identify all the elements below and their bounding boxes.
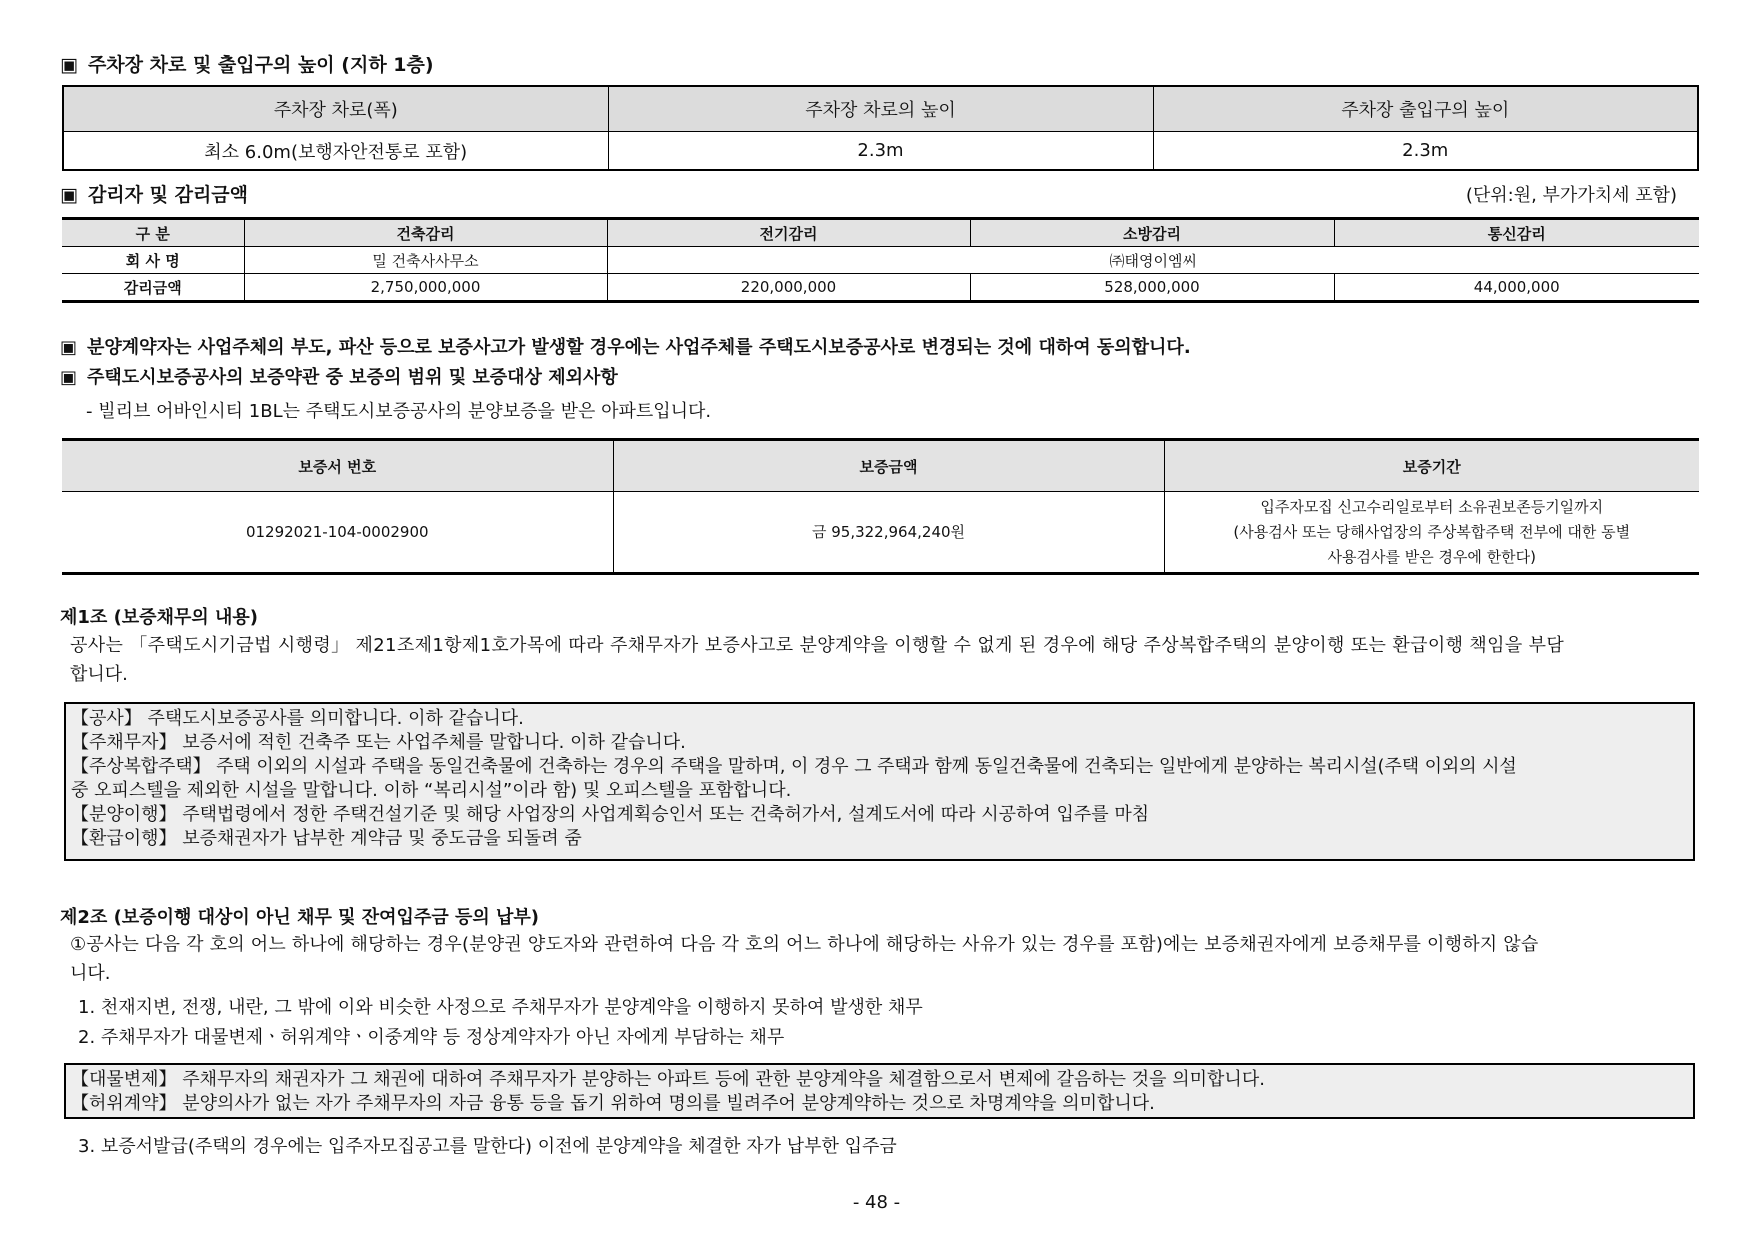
- article1-title: 제1조 (보증채무의 내용): [60, 607, 259, 628]
- square-bullet-icon: ▣: [60, 337, 78, 358]
- table-cell: 2,750,000,000: [244, 274, 607, 302]
- table-cell: 최소 6.0m(보행자안전통로 포함): [63, 132, 608, 171]
- table-header-row: [63, 86, 1698, 132]
- guarantee-table: [62, 438, 1699, 575]
- table-cell: 밀 건축사사무소: [244, 247, 607, 274]
- table-header-cell: 보증서 번호: [62, 440, 613, 492]
- consent-sub: - 빌리브 어바인시티 1BL는 주택도시보증공사의 분양보증을 받은 아파트입니다.: [86, 401, 712, 422]
- supervisor-title: 감리자 및 감리금액: [87, 184, 249, 206]
- row-label: 감리금액: [62, 274, 244, 302]
- table-header-cell: 보증금액: [613, 440, 1164, 492]
- page-number: - 48 -: [852, 1192, 901, 1213]
- article2-clause: ①공사는 다음 각 호의 어느 하나에 해당하는 경우(분양권 양도자와 관련하여 다음 각 호의 어느 하나에 해당하는 사유가 있는 경우를 포함)에는 보증채권자에게 보증채무를 이행하지 않습 니다.: [70, 934, 1539, 984]
- article2-item-3: 3. 보증서발급(주택의 경우에는 입주자모집공고를 말한다) 이전에 분양계약을 체결한 자가 납부한 입주금: [78, 1136, 897, 1157]
- definition-item: 【환급이행】 보증채권자가 납부한 계약금 및 중도금을 되돌려 줌: [71, 828, 582, 849]
- supervisor-table: [62, 217, 1699, 303]
- guarantee-amount: 금 95,322,964,240원: [613, 492, 1164, 574]
- table-header-cell: 소방감리: [970, 219, 1334, 247]
- definition-item: 【허위계약】 분양의사가 없는 자가 주채무자의 자금 융통 등을 돕기 위하여 명의를 빌려주어 분양계약하는 것으로 차명계약을 의미합니다.: [71, 1093, 1155, 1114]
- definition-item: 【대물변제】 주채무자의 채권자가 그 채권에 대하여 주채무자가 분양하는 아파트 등에 관한 분양계약을 체결함으로서 변제에 갈음하는 것을 의미합니다.: [71, 1069, 1265, 1090]
- table-header-cell: 주차장 출입구의 높이: [1153, 86, 1698, 132]
- definition-item: 【공사】 주택도시보증공사를 의미합니다. 이하 같습니다.: [71, 708, 524, 729]
- table-row: [63, 132, 1698, 171]
- table-cell: 2.3m: [608, 132, 1153, 171]
- article2-definitions-box: [64, 1063, 1695, 1119]
- article1-definitions-box: [64, 702, 1695, 861]
- table-header-cell: 건축감리: [244, 219, 607, 247]
- table-row: [62, 492, 1699, 574]
- definition-item: 【분양이행】 주택법령에서 정한 주택건설기준 및 해당 사업장의 사업계획승인서 또는 건축허가서, 설계도서에 따라 시공하여 입주를 마침: [71, 804, 1150, 825]
- unit-note: (단위:원, 부가가치세 포함): [1465, 185, 1677, 206]
- article2-item-1: 1. 천재지변, 전쟁, 내란, 그 밖에 이와 비슷한 사정으로 주채무자가 분양계약을 이행하지 못하여 발생한 채무: [78, 997, 923, 1018]
- table-cell: ㈜태영이엠씨: [607, 247, 1699, 274]
- guarantee-period: 입주자모집 신고수리일로부터 소유권보존등기일까지 (사용검사 또는 당해사업장의 주상복합주택 전부에 대한 동별 사용검사를 받은 경우에 한한다): [1164, 492, 1699, 574]
- square-bullet-icon: ▣: [60, 54, 78, 76]
- definition-item: 중 오피스텔을 제외한 시설을 말합니다. 이하 “복리시설”이라 함) 및 오피스텔을 포함합니다.: [71, 780, 792, 801]
- definition-item: 【주채무자】 보증서에 적힌 건축주 또는 사업주체를 말합니다. 이하 같습니다.: [71, 732, 686, 753]
- parking-table: [62, 85, 1699, 171]
- table-header-cell: 보증기간: [1164, 440, 1699, 492]
- table-header-row: [62, 440, 1699, 492]
- row-label: 회 사 명: [62, 247, 244, 274]
- table-row: [62, 274, 1699, 302]
- guarantee-number: 01292021-104-0002900: [62, 492, 613, 574]
- table-cell: 2.3m: [1153, 132, 1698, 171]
- square-bullet-icon: ▣: [60, 367, 78, 388]
- consent-line-2: ▣ 주택도시보증공사의 보증약관 중 보증의 범위 및 보증대상 제외사항: [60, 367, 618, 388]
- table-header-cell: 구 분: [62, 219, 244, 247]
- table-header-row: [62, 219, 1699, 247]
- table-header-cell: 통신감리: [1334, 219, 1699, 247]
- definition-item: 【주상복합주택】 주택 이외의 시설과 주택을 동일건축물에 건축하는 경우의 주택을 말하며, 이 경우 그 주택과 함께 동일건축물에 건축되는 일반에게 분양하는 복리시설(주택 이외의 시설: [71, 756, 1517, 777]
- table-row: [62, 247, 1699, 274]
- table-cell: 528,000,000: [970, 274, 1334, 302]
- consent-line-1: ▣ 분양계약자는 사업주체의 부도, 파산 등으로 보증사고가 발생할 경우에는 사업주체를 주택도시보증공사로 변경되는 것에 대하여 동의합니다.: [60, 337, 1191, 358]
- square-bullet-icon: ▣: [60, 184, 78, 206]
- table-header-cell: 전기감리: [607, 219, 970, 247]
- article2-title: 제2조 (보증이행 대상이 아닌 채무 및 잔여입주금 등의 납부): [60, 907, 540, 928]
- table-header-cell: 주차장 차로의 높이: [608, 86, 1153, 132]
- parking-section-title: [60, 50, 434, 77]
- supervisor-section-title: [60, 180, 248, 207]
- table-cell: 220,000,000: [607, 274, 970, 302]
- table-header-cell: 주차장 차로(폭): [63, 86, 608, 132]
- article1-body: 공사는 「주택도시기금법 시행령」 제21조제1항제1호가목에 따라 주채무자가 보증사고로 분양계약을 이행할 수 없게 된 경우에 해당 주상복합주택의 분양이행 또는 환급이행 책임을 부담 합니다.: [70, 635, 1565, 685]
- table-cell: 44,000,000: [1334, 274, 1699, 302]
- article2-item-2: 2. 주채무자가 대물변제ㆍ허위계약ㆍ이중계약 등 정상계약자가 아닌 자에게 부담하는 채무: [78, 1027, 785, 1048]
- parking-title: 주차장 차로 및 출입구의 높이 (지하 1층): [87, 54, 434, 76]
